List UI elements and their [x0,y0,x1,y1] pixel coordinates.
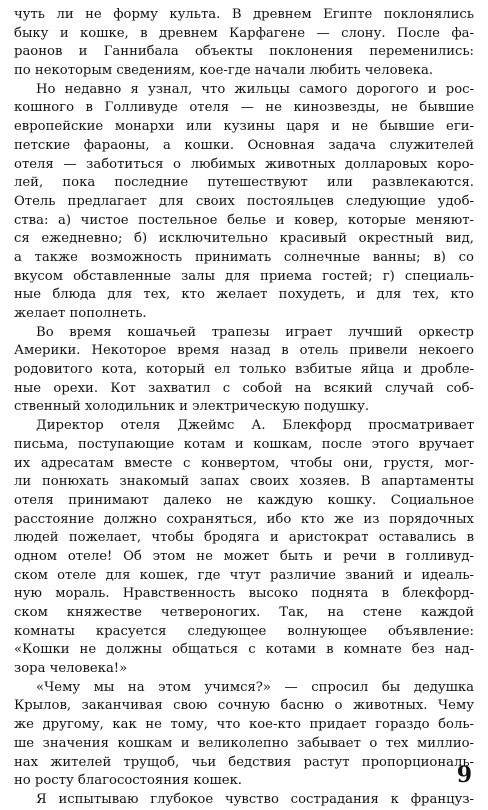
text-line: ли понюхать знакомый запах своих хозяев. В апартаменты [14,474,474,490]
text-line: их адресатам вместе с конвертом, чтобы они, грустя, мог- [14,455,474,471]
text-line: лей, пока последние путешествуют или развлекаются. [14,175,474,191]
text-line: ся ежедневно; б) исключительно красивый окрестный вид, [14,231,474,247]
text-line: вкусом обставленные залы для приема гостей; г) специаль- [14,268,474,284]
text-line: Отель предлагает для своих постояльцев следующие удоб- [14,193,474,209]
text-line: по некоторым сведениям, кое-где начали любить человека. [14,63,434,79]
text-line: ском княжестве четвероногих. Так, на стене каждой [14,605,474,620]
text-line: ском отеле для кошек, где чтут различие званий и идеаль- [14,567,474,583]
paragraph-first-line: Я испытываю глубокое чувство сострадания к француз- [36,791,474,807]
text-line: комнаты красуется следующее волнующее объявление: [14,623,474,639]
text-line: чуть ли не форму культа. В древнем Египте поклонялись [14,7,474,22]
text-line: отеля принимают далеко не каждую кошку. Социальное [14,492,474,508]
text-line: одном отеле! Об этом не может быть и речи в голливуд- [14,548,474,564]
paragraph-first-line: Но недавно я узнал, что жильцы самого дорогого и рос- [36,81,474,97]
text-line: нах жителей трущоб, чьи бедствия растут пропорциональ- [14,754,474,770]
text-line: желает пополнеть. [14,306,147,321]
page-number: 9 [456,762,472,788]
text-line: ства: а) чистое постельное белье и ковер, которые меняют- [14,212,474,228]
text-line: европейские монархи или кузины царя и не бывшие еги- [14,119,474,135]
paragraph-first-line: Во время кошачьей трапезы играет лучший оркестр [36,324,474,340]
text-line: людей пожелает, чтобы бродяга и аристократ оставались в [14,530,474,546]
text-line: быку и кошке, в древнем Карфагене — слону. После фа- [14,25,474,41]
text-line: письма, поступающие котам и кошкам, после этого вручает [14,436,474,452]
text-line: «Кошки не должны общаться с котами в комнате без над- [14,642,474,658]
text-line: ные блюда для тех, кто желает похудеть, и для тех, кто [14,287,474,303]
text-line: ственный холодильник и электрическую подушку. [14,399,370,415]
text-line: отеля — заботиться о любимых животных долларовых коро- [14,156,474,172]
text-line: а также возможность принимать солнечные ванны; в) со [14,249,474,265]
text-line: расстояние должно сохраняться, ибо кто же из порядочных [14,511,474,527]
text-line: раонов и Ганнибала объекты поклонения переменились: [14,44,474,60]
paragraph-first-line: «Чему мы на этом учимся?» — спросил бы дедушка [36,679,474,695]
text-line: Америки. Некоторое время назад в отель привели некоего [14,343,474,359]
text-line: родовитого кота, который ел только взбитые яйца и дробле- [14,362,474,378]
text-line: ные орехи. Кот захватил с собой на всякий случай соб- [14,380,474,396]
text-line: кошного в Голливуде отеля — не кинозвезды, не бывшие [14,100,474,116]
paragraph-first-line: Директор отеля Джеймс А. Блекфорд просматривает [36,418,474,434]
text-line: Крылов, заканчивая свою сочную басню о животных. Чему [14,698,474,714]
text-line: зора человека!» [14,661,128,677]
text-line: ную мораль. Нравственность высоко поднята в блекфорд- [14,586,474,602]
text-line: ше значения кошкам и великолепно забывает о тех миллио- [14,735,474,751]
text-line: но росту благосостояния кошек. [14,773,242,789]
body-text [14,6,474,810]
text-line: петские фараоны, а кошки. Основная задача служителей [14,137,474,153]
text-line: же другому, как не тому, что кое-кто придает гораздо боль- [14,717,474,733]
